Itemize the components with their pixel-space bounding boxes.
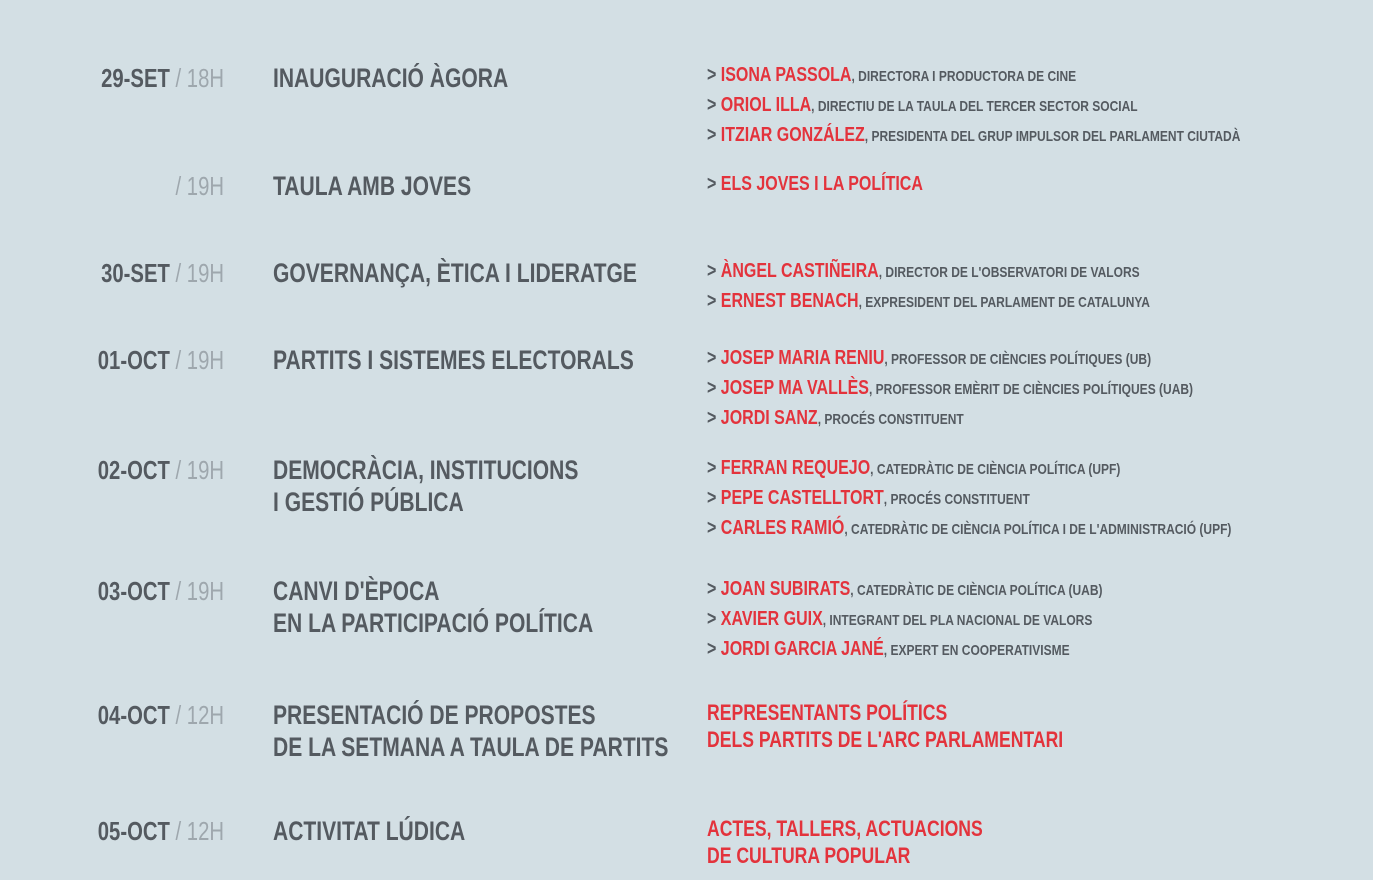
- speaker-name: ERNEST BENACH: [720, 290, 859, 312]
- event-title: GOVERNANÇA, ÈTICA I LIDERATGE: [273, 258, 637, 288]
- speaker-name: JORDI SANZ: [720, 407, 818, 429]
- speaker-role: , CATEDRÀTIC DE CIÈNCIA POLÍTICA (UAB): [850, 582, 1103, 599]
- speaker: > PEPE CASTELLTORT, PROCÉS CONSTITUENT: [707, 487, 1030, 509]
- event-date: / 19H: [175, 171, 224, 201]
- participants-block: ACTES, TALLERS, ACTUACIONS DE CULTURA POPULAR: [707, 816, 983, 868]
- event-date: 29-SET / 18H: [101, 63, 224, 93]
- speaker-list: [707, 257, 1367, 317]
- speaker-name: FERRAN REQUEJO: [720, 457, 871, 479]
- speaker-name: CARLES RAMIÓ: [720, 517, 845, 539]
- speaker-name: PEPE CASTELLTORT: [720, 487, 884, 509]
- speaker: > ISONA PASSOLA, DIRECTORA I PRODUCTORA DE CINE: [707, 64, 1077, 86]
- speaker-name: XAVIER GUIX: [720, 608, 823, 630]
- speaker-role: , PROFESSOR EMÈRIT DE CIÈNCIES POLÍTIQUES (UAB): [868, 381, 1194, 398]
- speaker-list: [707, 575, 1367, 665]
- speaker: > ÀNGEL CASTIÑEIRA, DIRECTOR DE L'OBSERVATORI DE VALORS: [707, 260, 1140, 282]
- speaker: > CARLES RAMIÓ, CATEDRÀTIC DE CIÈNCIA POLÍTICA I DE L'ADMINISTRACIÓ (UPF): [707, 517, 1232, 539]
- speaker-role: , PROCÉS CONSTITUENT: [817, 411, 964, 428]
- event-date: 30-SET / 19H: [101, 258, 224, 288]
- speaker-role: , PROFESSOR DE CIÈNCIES POLÍTIQUES (UB): [884, 351, 1152, 368]
- speaker-role: , DIRECTIU DE LA TAULA DEL TERCER SECTOR SOCIAL: [811, 98, 1138, 115]
- speaker-list: [707, 344, 1367, 434]
- speaker: > ORIOL ILLA, DIRECTIU DE LA TAULA DEL TERCER SECTOR SOCIAL: [707, 94, 1138, 116]
- event-date: 05-OCT / 12H: [97, 816, 224, 846]
- speaker-name: JOAN SUBIRATS: [720, 578, 851, 600]
- speaker-name: JOSEP MA VALLÈS: [720, 377, 869, 399]
- speaker: > ELS JOVES I LA POLÍTICA: [707, 173, 923, 195]
- speaker: > JOSEP MA VALLÈS, PROFESSOR EMÈRIT DE CIÈNCIES POLÍTIQUES (UAB): [707, 377, 1194, 399]
- speaker-name: JOSEP MARIA RENIU: [720, 347, 885, 369]
- speaker-role: , DIRECTORA I PRODUCTORA DE CINE: [851, 68, 1077, 85]
- speaker-list: [707, 61, 1367, 151]
- speaker-name: ÀNGEL CASTIÑEIRA: [720, 260, 879, 282]
- event-title: PRESENTACIÓ DE PROPOSTES DE LA SETMANA A TAULA DE PARTITS: [273, 700, 669, 762]
- speaker-name: ITZIAR GONZÁLEZ: [720, 124, 865, 146]
- speaker-role: , EXPERT EN COOPERATIVISME: [883, 642, 1070, 659]
- event-title: CANVI D'ÈPOCA EN LA PARTICIPACIÓ POLÍTICA: [273, 576, 594, 638]
- speaker: > JOSEP MARIA RENIU, PROFESSOR DE CIÈNCIES POLÍTIQUES (UB): [707, 347, 1152, 369]
- speaker: > ERNEST BENACH, EXPRESIDENT DEL PARLAMENT DE CATALUNYA: [707, 290, 1150, 312]
- speaker: > JOAN SUBIRATS, CATEDRÀTIC DE CIÈNCIA POLÍTICA (UAB): [707, 578, 1103, 600]
- speaker-role: , INTEGRANT DEL PLA NACIONAL DE VALORS: [822, 612, 1093, 629]
- speaker-role: , PROCÉS CONSTITUENT: [883, 491, 1030, 508]
- event-title: INAUGURACIÓ ÀGORA: [273, 63, 509, 93]
- event-date: 03-OCT / 19H: [97, 576, 224, 606]
- speaker: > JORDI GARCIA JANÉ, EXPERT EN COOPERATIVISME: [707, 638, 1070, 660]
- speaker: > XAVIER GUIX, INTEGRANT DEL PLA NACIONAL DE VALORS: [707, 608, 1093, 630]
- speaker-role: , CATEDRÀTIC DE CIÈNCIA POLÍTICA I DE L'ADMINISTRACIÓ (UPF): [844, 521, 1232, 538]
- speaker-role: , CATEDRÀTIC DE CIÈNCIA POLÍTICA (UPF): [870, 461, 1121, 478]
- speaker: > JORDI SANZ, PROCÉS CONSTITUENT: [707, 407, 964, 429]
- speaker-role: , PRESIDENTA DEL GRUP IMPULSOR DEL PARLAMENT CIUTADÀ: [864, 128, 1241, 145]
- speaker: > FERRAN REQUEJO, CATEDRÀTIC DE CIÈNCIA POLÍTICA (UPF): [707, 457, 1121, 479]
- event-title: PARTITS I SISTEMES ELECTORALS: [273, 345, 634, 375]
- event-date: 02-OCT / 19H: [97, 455, 224, 485]
- speaker-name: ORIOL ILLA: [720, 94, 812, 116]
- speaker: > ITZIAR GONZÁLEZ, PRESIDENTA DEL GRUP IMPULSOR DEL PARLAMENT CIUTADÀ: [707, 124, 1241, 146]
- speaker-name: ISONA PASSOLA: [720, 64, 852, 86]
- event-title: DEMOCRÀCIA, INSTITUCIONS I GESTIÓ PÚBLICA: [273, 455, 579, 517]
- speaker-role: , EXPRESIDENT DEL PARLAMENT DE CATALUNYA: [858, 294, 1150, 311]
- speaker-name: ELS JOVES I LA POLÍTICA: [720, 173, 923, 195]
- participants-block: REPRESENTANTS POLÍTICS DELS PARTITS DE L'ARC PARLAMENTARI: [707, 700, 1064, 752]
- event-title: TAULA AMB JOVES: [273, 171, 472, 201]
- event-date: 04-OCT / 12H: [97, 700, 224, 730]
- speaker-name: JORDI GARCIA JANÉ: [720, 638, 884, 660]
- event-title: ACTIVITAT LÚDICA: [273, 816, 466, 846]
- speaker-list: [707, 170, 1367, 200]
- speaker-role: , DIRECTOR DE L'OBSERVATORI DE VALORS: [878, 264, 1140, 281]
- speaker-list: [707, 454, 1367, 544]
- event-date: 01-OCT / 19H: [97, 345, 224, 375]
